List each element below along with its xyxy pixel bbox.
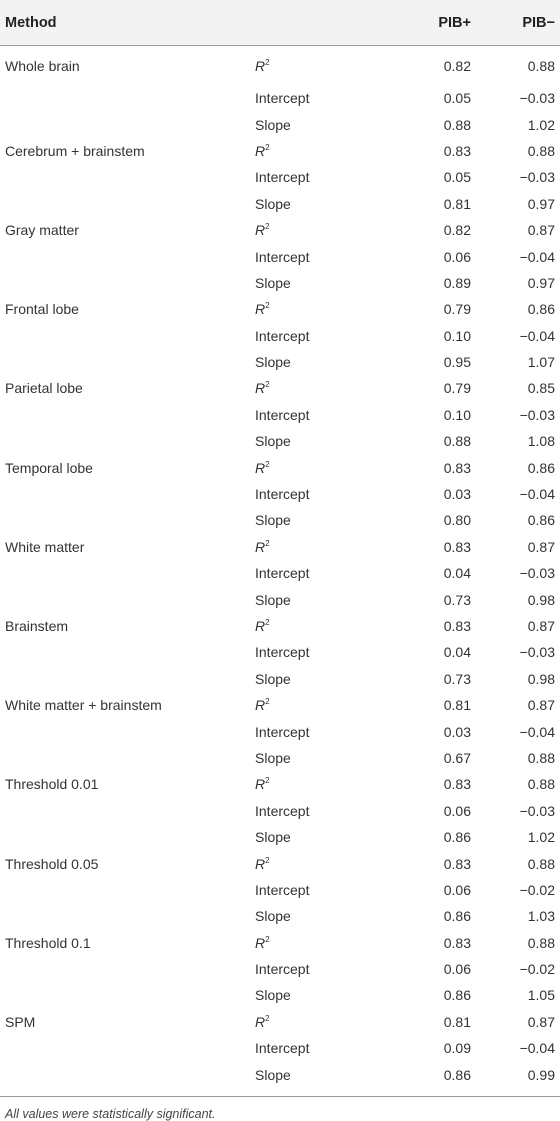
table-row [0,428,560,454]
method-cell: Threshold 0.05 [5,855,99,872]
pib-minus-value: −0.04 [519,486,555,503]
table-row [0,613,560,639]
pib-minus-value: 0.87 [527,1013,555,1030]
method-cell: Threshold 0.01 [5,776,99,793]
pib-minus-value: −0.04 [519,248,555,265]
pib-plus-value: 0.09 [443,1040,471,1057]
pib-plus-value: 0.10 [443,327,471,344]
table-row [0,666,560,692]
pib-minus-value: 1.05 [527,987,555,1004]
pib-minus-value: 0.87 [527,222,555,239]
table-row [0,138,560,164]
pib-plus-value: 0.83 [443,855,471,872]
r2-superscript: 2 [265,459,270,469]
pib-plus-value: 0.10 [443,406,471,423]
stat-label-intercept: Intercept [255,169,310,186]
pib-minus-value: −0.03 [519,802,555,819]
header-pib-plus: PIB+ [382,0,478,46]
pib-minus-value: 0.87 [527,618,555,634]
stat-label-intercept: Intercept [255,90,310,107]
method-cell [0,903,252,929]
r2-symbol: R [255,538,266,555]
r2-symbol: R [255,142,266,159]
stat-label-slope: Slope [255,908,291,925]
pib-minus-value: 1.02 [527,829,555,846]
table-row [0,217,560,243]
stat-label-slope: Slope [255,987,291,1004]
pib-minus-value: 0.88 [527,934,555,951]
r2-superscript: 2 [265,934,270,944]
pib-minus-value: −0.02 [519,881,555,898]
stat-label-intercept: Intercept [255,881,310,898]
table-row [0,903,560,929]
table-row [0,692,560,718]
header-pib-minus: PIB− [478,0,560,46]
method-cell [0,243,252,269]
stat-label-intercept: Intercept [255,644,310,661]
pib-plus-value: 0.89 [443,274,471,291]
pib-minus-value: 0.88 [527,142,555,159]
method-cell [0,191,252,217]
method-cell [0,85,252,111]
header-method: Method [0,0,252,46]
table-row [0,481,560,507]
table-header [0,0,560,46]
pib-plus-value: 0.80 [443,512,471,529]
method-cell [0,481,252,507]
stat-label-intercept: Intercept [255,248,310,265]
r2-symbol: R [255,776,266,793]
r2-symbol: R [255,1013,266,1030]
pib-plus-value: 0.82 [443,57,471,74]
pib-plus-value: 0.73 [443,670,471,687]
method-cell: SPM [5,1013,36,1030]
stat-label-r2 [252,454,382,480]
method-cell [0,164,252,190]
table-row [0,270,560,296]
stat-label-r2 [252,375,382,401]
method-cell [0,428,252,454]
table-row [0,191,560,217]
pib-minus-value: −0.03 [519,169,555,186]
pib-plus-value: 0.81 [443,195,471,212]
pib-minus-value: 0.88 [527,776,555,793]
method-cell: Frontal lobe [5,301,79,318]
pib-minus-value: 0.88 [527,57,555,74]
pib-minus-value: 1.02 [527,116,555,133]
table-row [0,877,560,903]
pib-plus-value: 0.83 [443,934,471,951]
pib-minus-value: 0.85 [527,380,555,397]
pib-minus-value: 0.98 [527,591,555,608]
stat-label-intercept: Intercept [255,565,310,582]
pib-minus-value: −0.03 [519,406,555,423]
r2-superscript: 2 [265,618,270,627]
pib-plus-value: 0.83 [443,776,471,793]
r2-superscript: 2 [265,538,270,548]
stat-label-intercept: Intercept [255,486,310,503]
pib-plus-value: 0.06 [443,248,471,265]
stat-label-r2 [252,692,382,718]
method-cell [0,323,252,349]
method-cell [0,666,252,692]
pib-minus-value: 1.03 [527,908,555,925]
r2-superscript: 2 [265,142,270,152]
table-row [0,534,560,560]
pib-plus-value: 0.06 [443,802,471,819]
pib-plus-value: 0.79 [443,380,471,397]
pib-plus-value: 0.05 [443,169,471,186]
r2-symbol: R [255,459,266,476]
stat-label-r2 [252,46,382,86]
stat-label-intercept: Intercept [255,723,310,740]
method-cell: White matter [5,538,85,555]
pib-plus-value: 0.86 [443,908,471,925]
table-row [0,560,560,586]
table-row [0,164,560,190]
pib-plus-value: 0.83 [443,459,471,476]
stat-label-slope: Slope [255,829,291,846]
r2-symbol: R [255,57,266,74]
pib-plus-value: 0.95 [443,354,471,371]
method-cell [0,111,252,137]
pib-plus-value: 0.83 [443,538,471,555]
table-row [0,718,560,744]
table-row [0,982,560,1008]
pib-minus-value: 0.87 [527,697,555,714]
pib-minus-value: 0.99 [527,1066,555,1083]
pib-minus-value: −0.02 [519,961,555,978]
r2-superscript: 2 [265,855,270,865]
pib-plus-value: 0.88 [443,433,471,450]
table-row [0,296,560,322]
table-row [0,824,560,850]
stat-label-slope: Slope [255,591,291,608]
stat-label-r2 [252,771,382,797]
stat-label-r2 [252,138,382,164]
table-row [0,745,560,771]
pib-plus-value: 0.82 [443,222,471,239]
stat-label-slope: Slope [255,1066,291,1083]
method-cell: Temporal lobe [5,459,93,476]
r2-superscript: 2 [265,776,270,786]
pib-plus-value: 0.03 [443,486,471,503]
method-cell: White matter + brainstem [5,697,162,714]
method-cell [0,349,252,375]
pib-plus-value: 0.83 [443,618,471,634]
r2-superscript: 2 [265,380,270,390]
r2-symbol: R [255,618,266,634]
pib-minus-value: 0.98 [527,670,555,687]
stat-label-intercept: Intercept [255,327,310,344]
method-cell: Whole brain [5,57,80,74]
method-cell [0,824,252,850]
stat-label-intercept: Intercept [255,1040,310,1057]
pib-minus-value: 1.07 [527,354,555,371]
stat-label-intercept: Intercept [255,802,310,819]
pib-minus-value: −0.03 [519,90,555,107]
table-row [0,850,560,876]
table-row [0,1061,560,1087]
table-row [0,243,560,269]
pib-plus-value: 0.06 [443,961,471,978]
method-cell: Parietal lobe [5,380,83,397]
table-body [0,46,560,1088]
table-row [0,349,560,375]
pib-plus-value: 0.06 [443,881,471,898]
table-row [0,586,560,612]
r2-superscript: 2 [265,697,270,707]
method-cell [0,1061,252,1087]
r2-symbol: R [255,380,266,397]
method-cell [0,402,252,428]
method-cell [0,1035,252,1061]
stat-label-intercept: Intercept [255,406,310,423]
table-row [0,798,560,824]
pib-plus-value: 0.83 [443,142,471,159]
method-cell [0,560,252,586]
method-cell [0,718,252,744]
table-row [0,1035,560,1061]
stat-label-r2 [252,850,382,876]
r2-symbol: R [255,697,266,714]
pib-plus-value: 0.86 [443,829,471,846]
pib-plus-value: 0.79 [443,301,471,318]
pib-minus-value: 0.86 [527,459,555,476]
stat-label-r2 [252,217,382,243]
stat-label-slope: Slope [255,274,291,291]
method-cell [0,982,252,1008]
method-cell [0,798,252,824]
stat-label-slope: Slope [255,354,291,371]
stat-label-r2 [252,296,382,322]
method-cell [0,586,252,612]
method-cell [0,956,252,982]
pib-plus-value: 0.04 [443,565,471,582]
table-row [0,323,560,349]
method-cell: Cerebrum + brainstem [5,142,145,159]
stat-label-r2 [252,930,382,956]
r2-superscript: 2 [265,222,270,232]
pib-minus-value: 0.88 [527,855,555,872]
stat-label-slope: Slope [255,670,291,687]
table-row [0,1009,560,1035]
pib-minus-value: 0.97 [527,195,555,212]
method-cell [0,745,252,771]
table-row [0,46,560,86]
r2-symbol: R [255,855,266,872]
method-cell: Gray matter [5,222,79,239]
r2-symbol: R [255,222,266,239]
header-stat [252,0,382,46]
table-row [0,639,560,665]
pib-minus-value: 0.86 [527,301,555,318]
pib-plus-value: 0.03 [443,723,471,740]
r2-superscript: 2 [265,1013,270,1023]
table-row [0,375,560,401]
pib-minus-value: 0.87 [527,538,555,555]
pib-plus-value: 0.81 [443,1013,471,1030]
pib-plus-value: 0.05 [443,90,471,107]
pib-minus-value: 0.86 [527,512,555,529]
pib-minus-value: −0.03 [519,644,555,661]
table-row [0,454,560,480]
stat-label-r2 [252,534,382,560]
stat-label-r2 [252,1009,382,1035]
table-row [0,111,560,137]
table-row [0,507,560,533]
stat-label-slope: Slope [255,512,291,529]
stat-label-slope: Slope [255,116,291,133]
header-row [0,0,560,46]
method-cell [0,639,252,665]
pib-minus-value: 1.08 [527,433,555,450]
pib-plus-value: 0.86 [443,987,471,1004]
pib-minus-value: 0.97 [527,274,555,291]
stat-label-intercept: Intercept [255,961,310,978]
stat-label-slope: Slope [255,195,291,212]
pib-minus-value: −0.04 [519,327,555,344]
pib-minus-value: 0.88 [527,749,555,766]
pib-plus-value: 0.73 [443,591,471,608]
r2-symbol: R [255,301,266,318]
pib-plus-value: 0.04 [443,644,471,661]
table-row [0,85,560,111]
r2-superscript: 2 [265,57,270,67]
pib-plus-value: 0.67 [443,749,471,766]
pib-plus-value: 0.88 [443,116,471,133]
table-row [0,956,560,982]
table-row [0,402,560,428]
stat-label-slope: Slope [255,433,291,450]
pib-minus-value: −0.03 [519,565,555,582]
method-cell [0,877,252,903]
stat-label-r2 [252,613,382,639]
r2-symbol: R [255,934,266,951]
table-row [0,771,560,797]
method-cell [0,270,252,296]
table-footnote: All values were statistically significant. [5,1106,216,1121]
method-cell: Threshold 0.1 [5,934,91,951]
method-cell [0,507,252,533]
r2-superscript: 2 [265,301,270,311]
stat-label-slope: Slope [255,749,291,766]
pib-plus-value: 0.86 [443,1066,471,1083]
table-row [0,930,560,956]
pib-minus-value: −0.04 [519,723,555,740]
pib-minus-value: −0.04 [519,1040,555,1057]
pib-plus-value: 0.81 [443,697,471,714]
method-cell: Brainstem [5,618,69,634]
